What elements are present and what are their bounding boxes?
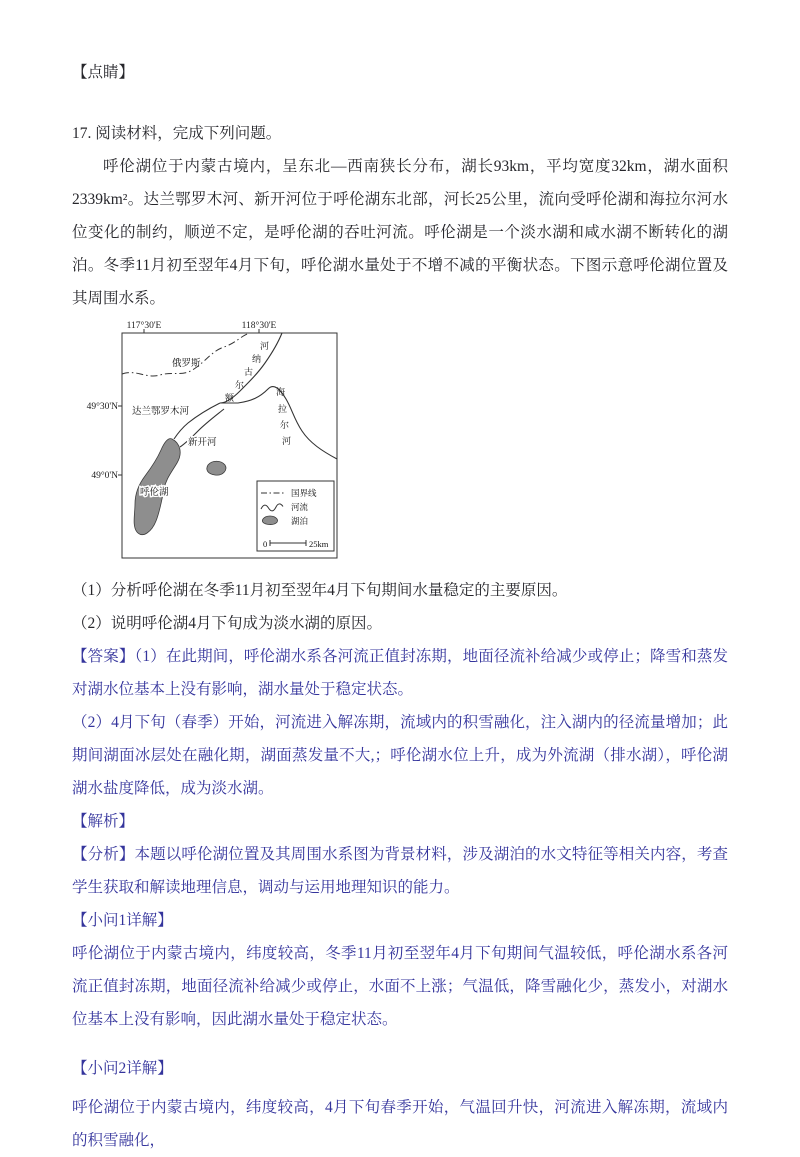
ergun-river-label-char: 尔 (235, 380, 245, 390)
legend-lake-sample (262, 516, 277, 525)
scale-zero-label: 0 (263, 539, 268, 549)
answer-1-text: （1）在此期间，呼伦湖水系各河流正值封冻期，地面径流补给减少或停止；降雪和蒸发对湖水位基本上没有影响，湖水量处于稳定状态。 (72, 648, 728, 698)
question-material: 呼伦湖位于内蒙古境内，呈东北—西南狭长分布，湖长93km，平均宽度32km，湖水面积2339km²。达兰鄂罗木河、新开河位于呼伦湖东北部，河长25公里，流向受呼伦湖和海拉尔河水位变化的制约，顺逆不定，是呼伦湖的吞吐河流。呼伦湖是一个淡水湖和咸水湖不断转化的湖泊。冬季11月初至翌年4月下旬，呼伦湖水量处于不增不减的平衡状态。下图示意呼伦湖位置及其周围水系。 (72, 158, 728, 307)
scale-distance-label: 25km (309, 539, 329, 549)
analysis-label: 【分析】 (72, 846, 135, 863)
sub-question-2: （2）说明呼伦湖4月下旬成为淡水湖的原因。 (72, 615, 383, 632)
latitude-label-bottom: 49°0'N (91, 471, 118, 481)
legend-river-label: 河流 (291, 502, 309, 512)
ergun-river-label-char: 纳 (252, 354, 262, 364)
analysis-paragraph (72, 838, 728, 904)
international-boundary-line (122, 333, 250, 376)
explanation-label: 【解析】 (72, 813, 135, 830)
ergun-river-label-char: 河 (260, 341, 270, 351)
dalan-elomu-river-label: 达兰鄂罗木河 (132, 407, 190, 417)
analysis-text: 本题以呼伦湖位置及其周围水系图为背景材料，涉及湖泊的水文特征等相关内容，考查学生获取和解读地理信息，调动与运用地理知识的能力。 (72, 846, 728, 896)
hailar-river-label-char: 海 (276, 387, 286, 397)
longitude-label-left: 117°30'E (126, 321, 162, 331)
hulun-lake-label: 呼伦湖 (140, 488, 169, 498)
legend-lake-label: 湖泊 (291, 516, 309, 526)
detail-1-label: 【小问1详解】 (72, 912, 173, 929)
detail-2-text: 呼伦湖位于内蒙古境内，纬度较高，4月下旬春季开始，气温回升快，河流进入解冻期，流域内的积雪融化， (72, 1099, 728, 1149)
hulun-lake-shape (134, 439, 180, 535)
hailar-river-label-char: 河 (282, 436, 292, 446)
answer-paragraph-2: （2）4月下旬（春季）开始，河流进入解冻期，流域内的积雪融化，注入湖内的径流量增加；此期间湖面冰层处在融化期，湖面蒸发量不大,；呼伦湖水位上升，成为外流湖（排水湖），呼伦湖湖水盐度降低，成为淡水湖。 (72, 714, 728, 797)
tip-label: 【点睛】 (72, 64, 135, 81)
legend-river-sample (261, 504, 283, 511)
hailar-river (220, 387, 337, 459)
map-figure (72, 319, 728, 564)
sub-question-1: （1）分析呼伦湖在冬季11月初至翌年4月下旬期间水量稳定的主要原因。 (72, 582, 568, 599)
longitude-label-right: 118°30'E (241, 321, 277, 331)
question-intro: 17. 阅读材料，完成下列问题。 (72, 125, 282, 142)
answer-label: 【答案】 (72, 648, 135, 665)
ergun-river-label-char: 额 (225, 393, 235, 403)
xinkai-river-label: 新开河 (188, 438, 217, 448)
russia-label: 俄罗斯 (172, 359, 201, 369)
hailar-river-label-char: 尔 (280, 420, 290, 430)
ergun-river-label-char: 古 (244, 367, 254, 377)
legend-boundary-label: 国界线 (291, 488, 317, 498)
hulun-lake-map (72, 319, 342, 564)
hailar-river-label-char: 拉 (278, 404, 288, 414)
latitude-label-top: 49°30'N (86, 402, 118, 412)
answer-paragraph-1 (72, 640, 728, 706)
small-lake-shape (207, 461, 226, 475)
detail-2-label: 【小问2详解】 (72, 1060, 173, 1077)
detail-1-text: 呼伦湖位于内蒙古境内，纬度较高，冬季11月初至翌年4月下旬期间气温较低，呼伦湖水系各河流正值封冻期，地面径流补给减少或停止，水面不上涨；气温低，降雪融化少，蒸发小，对湖水位基本上没有影响，因此湖水量处于稳定状态。 (72, 945, 728, 1028)
